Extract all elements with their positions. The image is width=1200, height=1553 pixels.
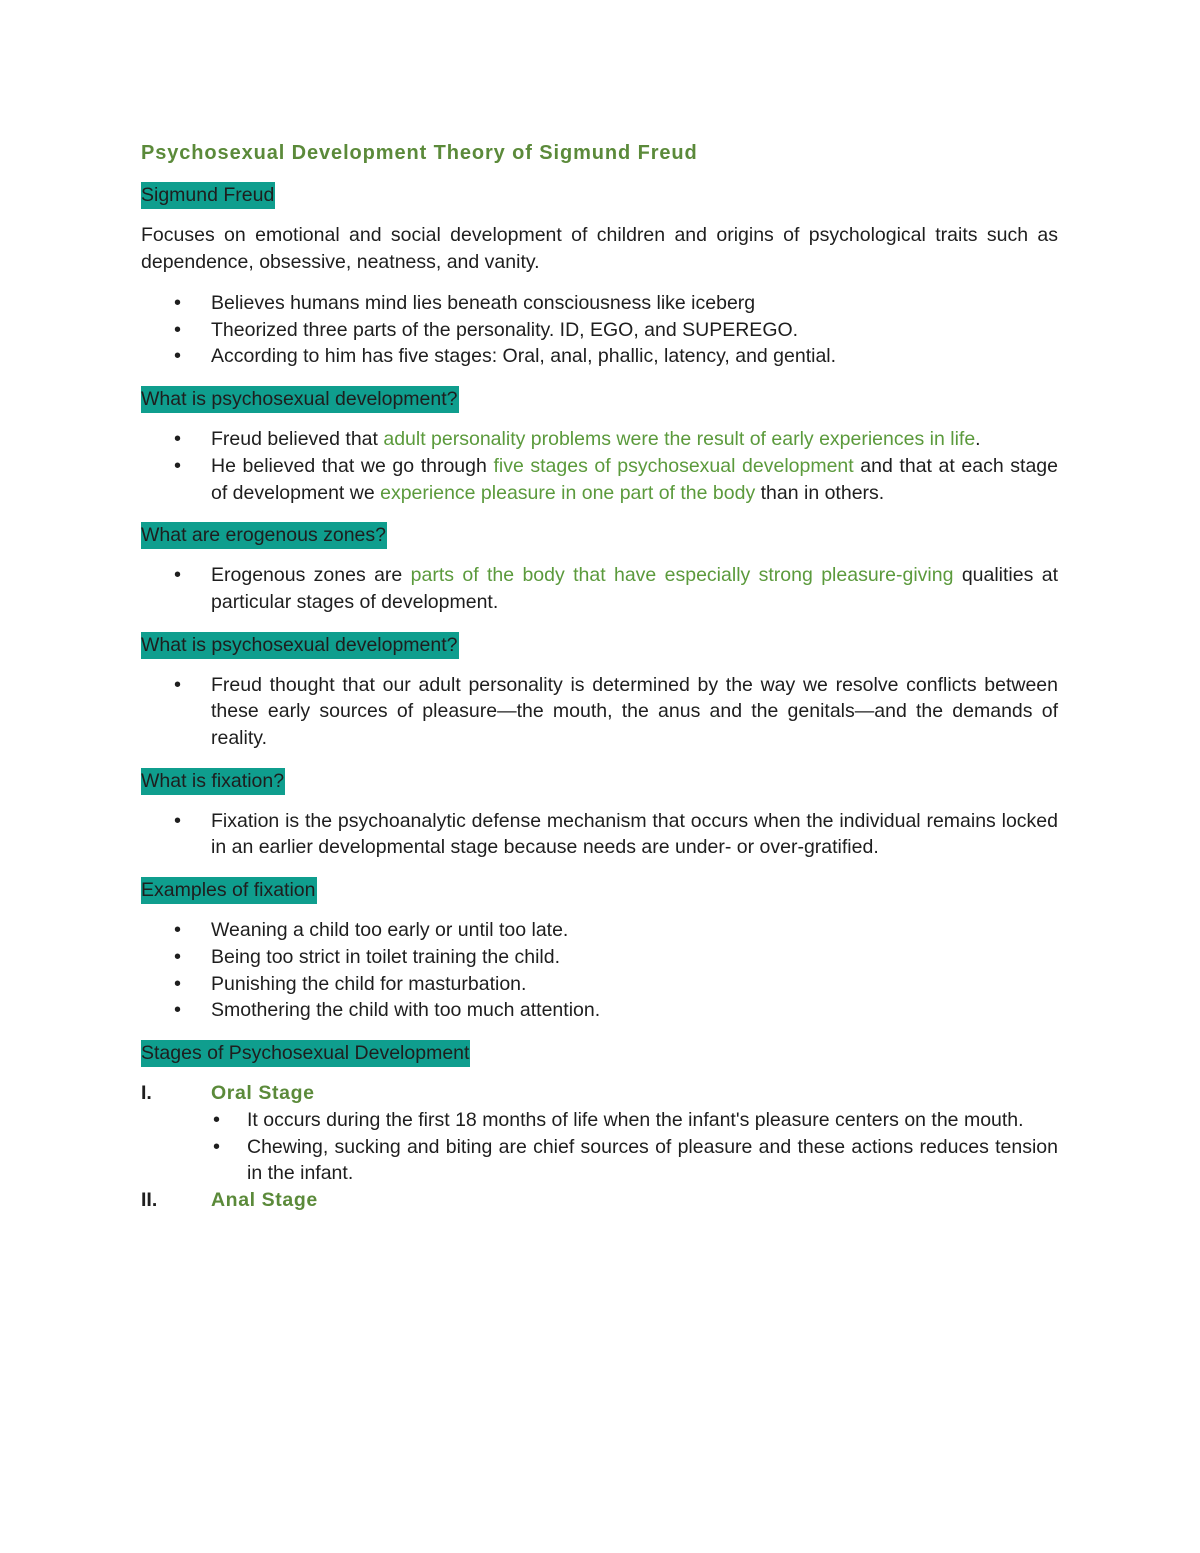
section-stages <box>141 1040 1058 1214</box>
list-item: • Freud thought that our adult personality is determined by the way we resolve conflicts between these early sources of pleasure—the mouth, the anus and the genitals—and the demands of reality. <box>141 672 1058 752</box>
section-heading: What is fixation? <box>141 768 285 795</box>
section-heading: What is psychosexual development? <box>141 632 459 659</box>
section-heading: What is psychosexual development? <box>141 386 459 413</box>
text-run: and that at each stage of development we <box>211 454 1058 504</box>
section-psychosexual-development-2 <box>141 632 1058 752</box>
text-run: Freud believed that <box>211 428 384 451</box>
stage-list <box>141 1080 1058 1214</box>
stage-bullet-list <box>211 1107 1058 1187</box>
section-heading: Sigmund Freud <box>141 182 275 209</box>
text-run: qualities at particular stages of development. <box>211 564 1058 613</box>
text-run: . <box>975 428 981 451</box>
stage-anal <box>141 1187 1058 1214</box>
document-content <box>141 138 1058 1214</box>
list-item: • Believes humans mind lies beneath consciousness like iceberg <box>141 290 1058 317</box>
stage-number: I. <box>141 1081 152 1104</box>
highlighted-text: experience pleasure in one part of the body <box>380 481 756 504</box>
stage-title: Anal Stage <box>211 1189 318 1212</box>
stage-title: Oral Stage <box>211 1081 315 1104</box>
bullet-list <box>141 672 1058 752</box>
list-item <box>141 562 1058 615</box>
highlighted-text: five stages of psychosexual development <box>493 454 854 477</box>
section-heading: Stages of Psychosexual Development <box>141 1040 470 1067</box>
section-heading: What are erogenous zones? <box>141 522 387 549</box>
list-item: • Punishing the child for masturbation. <box>141 971 1058 998</box>
list-item: • Fixation is the psychoanalytic defense mechanism that occurs when the individual remains locked in an earlier developmental stage because needs are under- or over-gratified. <box>141 808 1058 861</box>
list-item: • Theorized three parts of the personality. ID, EGO, and SUPEREGO. <box>141 317 1058 344</box>
bullet-list <box>141 917 1058 1024</box>
intro-paragraph: Focuses on emotional and social development of children and origins of psychological traits such as dependence, obsessive, neatness, and vanity. <box>141 224 1058 273</box>
list-item: • Smothering the child with too much attention. <box>141 997 1058 1024</box>
list-item: • Chewing, sucking and biting are chief sources of pleasure and these actions reduces tension in the infant. <box>211 1134 1058 1187</box>
section-heading: Examples of fixation <box>141 877 317 904</box>
section-sigmund-freud <box>141 182 1058 370</box>
section-examples-of-fixation <box>141 877 1058 1024</box>
text-run: Erogenous zones are <box>211 564 411 587</box>
bullet-list <box>141 426 1058 506</box>
intro-bullet-list <box>141 290 1058 370</box>
section-erogenous-zones <box>141 522 1058 615</box>
stage-oral <box>141 1080 1058 1187</box>
bullet-list <box>141 808 1058 861</box>
text-run: He believed that we go through <box>211 454 494 477</box>
list-item: • Weaning a child too early or until too late. <box>141 917 1058 944</box>
text-run: than in others. <box>755 481 885 504</box>
bullet-list <box>141 562 1058 615</box>
list-item <box>141 453 1058 506</box>
section-psychosexual-development <box>141 386 1058 506</box>
highlighted-text: adult personality problems were the result of early experiences in life <box>383 428 976 451</box>
list-item <box>141 426 1058 453</box>
section-fixation <box>141 768 1058 861</box>
list-item: • It occurs during the first 18 months of life when the infant's pleasure centers on the mouth. <box>211 1107 1058 1134</box>
highlighted-text: parts of the body that have especially strong pleasure-giving <box>410 564 954 587</box>
document-title: Psychosexual Development Theory of Sigmund Freud <box>141 142 698 164</box>
list-item: • According to him has five stages: Oral, anal, phallic, latency, and gential. <box>141 343 1058 370</box>
stage-number: II. <box>141 1189 158 1212</box>
list-item: • Being too strict in toilet training the child. <box>141 944 1058 971</box>
